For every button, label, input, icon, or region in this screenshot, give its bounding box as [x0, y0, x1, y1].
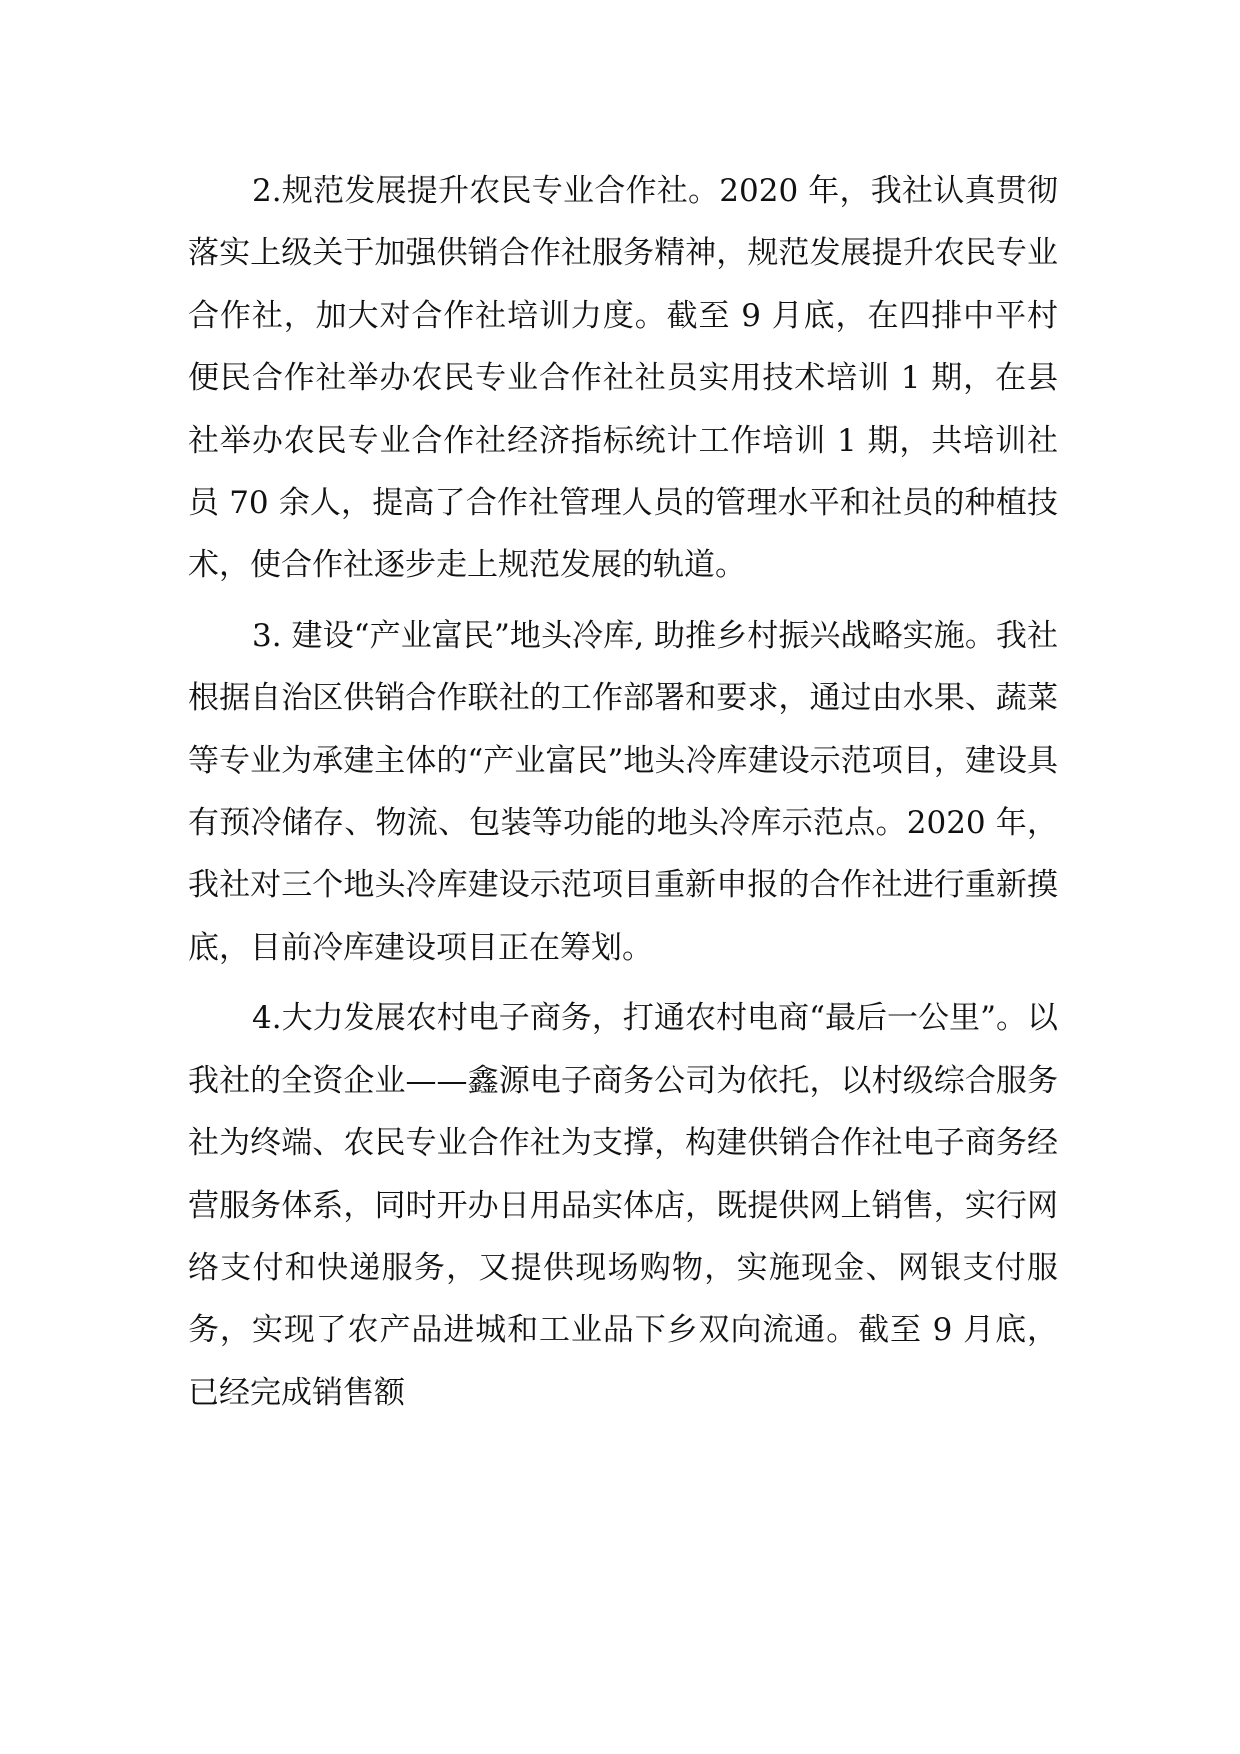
paragraph-farmer-cooperatives: 2.规范发展提升农民专业合作社。2020 年，我社认真贯彻落实上级关于加强供销合作社服务精神，规范发展提升农民专业合作社，加大对合作社培训力度。截至 9 月底，在四排中平村便民合作社举办农民专业合作社社员实用技术培训 1 期，在县社举办农民专业合作社经济指标统计工作培训 1 期，共培训社员 70 余人，提高了合作社管理人员的管理水平和社员的种植技术，使合作社逐步走上规范发展的轨道。 — [188, 173, 1058, 584]
paragraph-cold-storage: 3. 建设“产业富民”地头冷库, 助推乡村振兴战略实施。我社根据自治区供销合作联社的工作部署和要求，通过由水果、蔬菜等专业为承建主体的“产业富民”地头冷库建设示范项目，建设具有预冷储存、物流、包装等功能的地头冷库示范点。2020 年，我社对三个地头冷库建设示范项目重新申报的合作社进行重新摸底，目前冷库建设项目正在筹划。 — [188, 617, 1058, 966]
document-body — [188, 160, 1058, 1432]
paragraph-e-commerce: 4.大力发展农村电子商务，打通农村电商“最后一公里”。以我社的全资企业——鑫源电子商务公司为依托，以村级综合服务社为终端、农民专业合作社为支撑，构建供销合作社电子商务经营服务体系，同时开办日用品实体店，既提供网上销售，实行网络支付和快递服务，又提供现场购物，实施现金、网银支付服务，实现了农产品进城和工业品下乡双向流通。截至 9 月底，已经完成销售额 — [188, 1000, 1058, 1411]
